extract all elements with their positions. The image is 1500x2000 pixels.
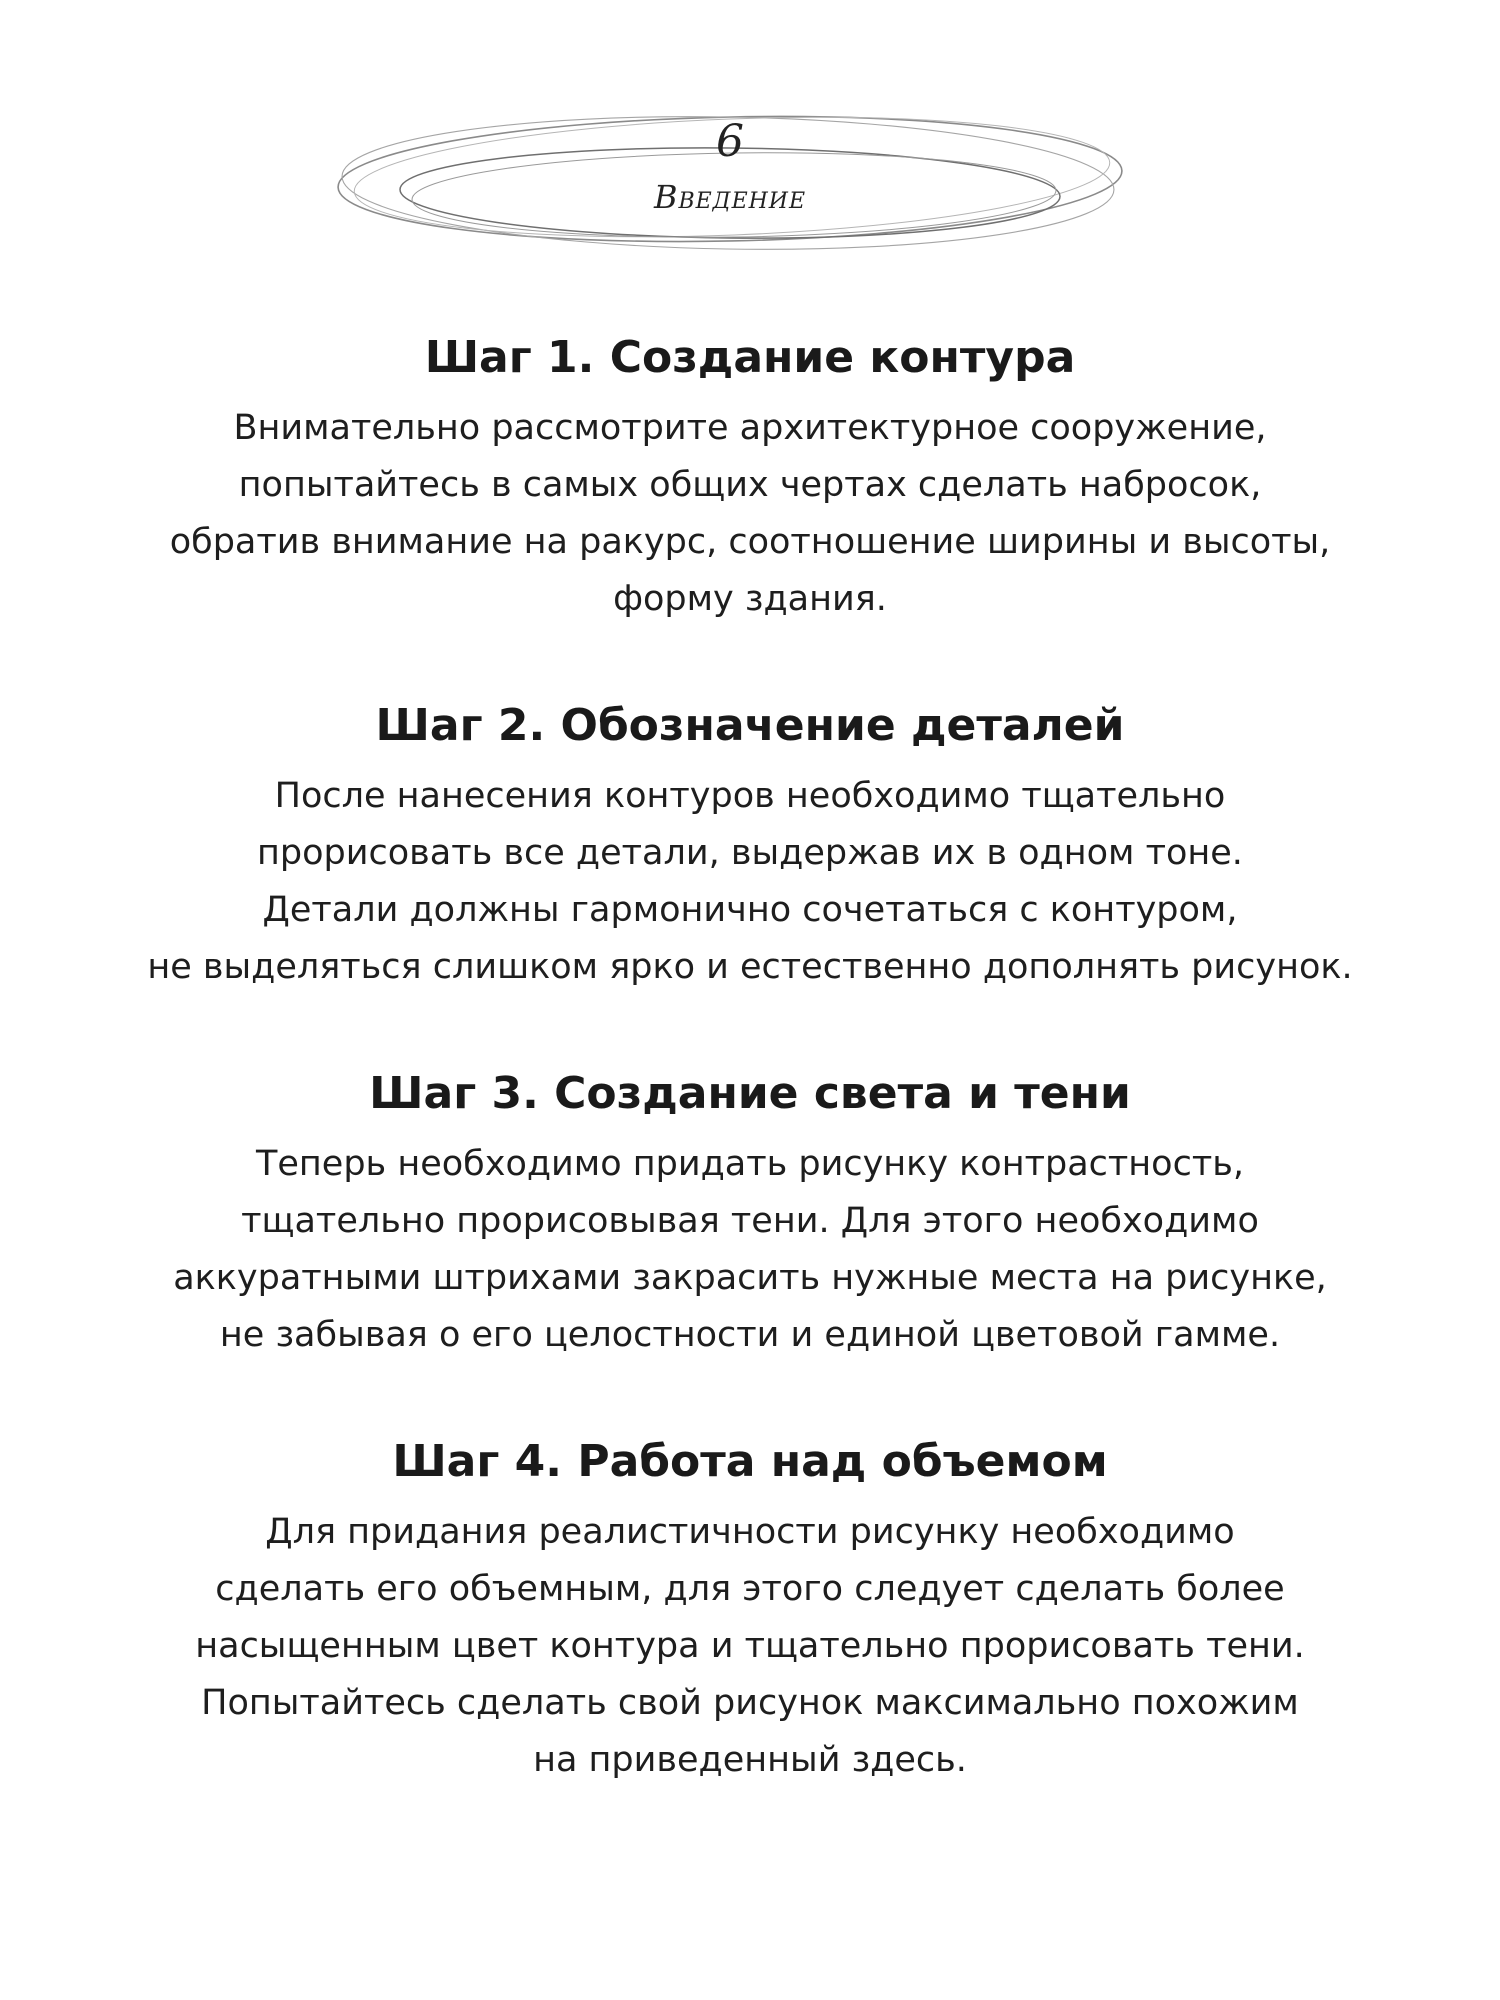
step-text-line: аккуратными штрихами закрасить нужные места на рисунке, [173,1258,1327,1298]
section-label: Введение [653,178,807,216]
steps-content [0,330,1500,1789]
step-text-line: Для придания реалистичности рисунку необходимо [265,1512,1235,1552]
step-text-line: Попытайтесь сделать свой рисунок максимально похожим [201,1683,1299,1723]
step-description [0,1136,1500,1364]
step-description [0,400,1500,628]
page-header [330,95,1130,265]
step-text-line: Детали должны гармонично сочетаться с контуром, [262,890,1238,930]
step-title: Шаг 3. Создание света и тени [369,1068,1131,1119]
step-text-line: не выделяться слишком ярко и естественно дополнять рисунок. [147,947,1353,987]
step-4 [0,1434,1500,1789]
step-text-line: не забывая о его целостности и единой цветовой гамме. [219,1315,1281,1355]
step-text-line: тщательно прорисовывая тени. Для этого необходимо [241,1201,1259,1241]
step-title: Шаг 4. Работа над объемом [392,1436,1108,1487]
page-number: 6 [716,116,744,167]
step-2 [0,698,1500,996]
step-3 [0,1066,1500,1364]
step-title: Шаг 2. Обозначение деталей [375,700,1125,751]
step-text-line: форму здания. [613,579,887,619]
step-text-line: насыщенным цвет контура и тщательно прорисовать тени. [195,1626,1305,1666]
step-text-line: После нанесения контуров необходимо тщательно [274,776,1226,816]
step-1 [0,330,1500,628]
step-text-line: прорисовать все детали, выдержав их в одном тоне. [257,833,1243,873]
step-description [0,1504,1500,1789]
step-text-line: на приведенный здесь. [533,1740,967,1780]
step-text-line: обратив внимание на ракурс, соотношение ширины и высоты, [169,522,1331,562]
step-text-line: сделать его объемным, для этого следует сделать более [215,1569,1285,1609]
step-text-line: Теперь необходимо придать рисунку контрастность, [256,1144,1244,1184]
step-title: Шаг 1. Создание контура [424,332,1076,383]
step-text-line: Внимательно рассмотрите архитектурное сооружение, [233,408,1267,448]
step-text-line: попытайтесь в самых общих чертах сделать набросок, [238,465,1262,505]
step-description [0,768,1500,996]
